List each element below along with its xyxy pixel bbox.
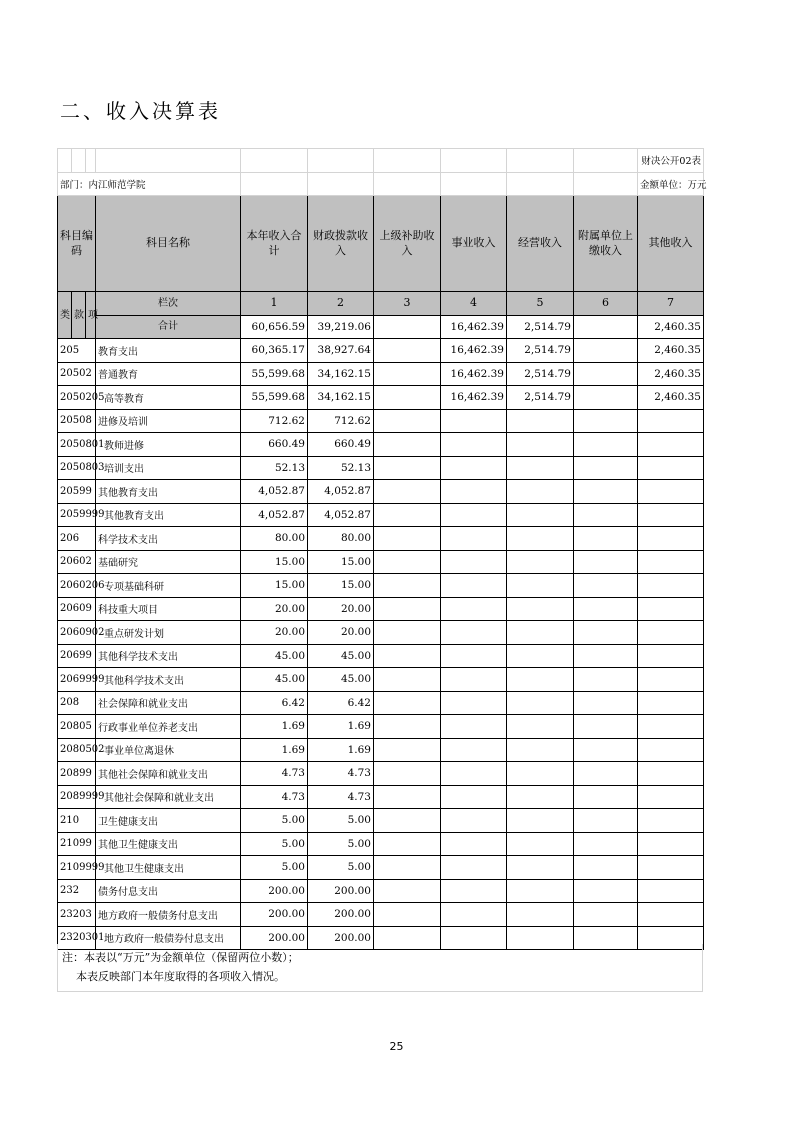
header-name: 科目名称	[96, 196, 241, 292]
row-code: 2060902	[58, 621, 96, 645]
row-code: 2069999	[58, 668, 96, 692]
row-value: 45.00	[308, 644, 374, 668]
col-number-5: 5	[507, 292, 574, 316]
row-value	[574, 762, 638, 786]
row-code: 2050801	[58, 433, 96, 457]
row-value	[574, 691, 638, 715]
row-name: 地方政府一般债务付息支出	[96, 903, 241, 927]
row-value	[374, 856, 441, 880]
row-value	[507, 856, 574, 880]
table-row	[58, 433, 704, 457]
total-cell: 39,219.06	[308, 315, 374, 339]
row-value	[574, 738, 638, 762]
row-value	[638, 762, 704, 786]
row-value	[374, 903, 441, 927]
row-value	[441, 785, 507, 809]
table-row	[58, 409, 704, 433]
sub-lanci: 栏次	[96, 292, 241, 316]
row-value	[374, 409, 441, 433]
row-value: 34,162.15	[308, 362, 374, 386]
row-value: 2,460.35	[638, 362, 704, 386]
row-value	[574, 339, 638, 363]
col-number-4: 4	[441, 292, 507, 316]
row-value: 4,052.87	[241, 480, 308, 504]
table-row	[58, 527, 704, 551]
row-value: 6.42	[241, 691, 308, 715]
table-row	[58, 550, 704, 574]
row-value	[507, 691, 574, 715]
row-value: 6.42	[308, 691, 374, 715]
row-value	[574, 903, 638, 927]
row-value	[441, 503, 507, 527]
row-code: 20602	[58, 550, 96, 574]
row-value	[441, 879, 507, 903]
header-col-5: 经营收入	[507, 196, 574, 292]
row-code: 20609	[58, 597, 96, 621]
row-value	[507, 785, 574, 809]
row-value	[507, 832, 574, 856]
row-value: 15.00	[308, 574, 374, 598]
header-col-3: 上级补助收入	[374, 196, 441, 292]
row-value	[574, 503, 638, 527]
row-code: 206	[58, 527, 96, 551]
table-row	[58, 879, 704, 903]
row-value: 45.00	[241, 668, 308, 692]
row-value	[638, 409, 704, 433]
row-value	[507, 879, 574, 903]
row-name: 卫生健康支出	[96, 809, 241, 833]
income-final-accounts-table	[57, 148, 707, 950]
header-code: 科目编码	[58, 196, 96, 292]
row-value: 80.00	[308, 527, 374, 551]
row-value	[374, 386, 441, 410]
col-number-7: 7	[638, 292, 704, 316]
row-value	[374, 715, 441, 739]
table-row	[58, 597, 704, 621]
col-number-6: 6	[574, 292, 638, 316]
row-name: 其他教育支出	[96, 503, 241, 527]
table-row	[58, 785, 704, 809]
row-value	[507, 456, 574, 480]
row-value	[638, 574, 704, 598]
row-name: 债务付息支出	[96, 879, 241, 903]
total-cell: 16,462.39	[441, 315, 507, 339]
table-row	[58, 809, 704, 833]
row-value	[441, 574, 507, 598]
row-value	[574, 527, 638, 551]
row-value	[574, 856, 638, 880]
row-value	[374, 762, 441, 786]
row-name: 事业单位离退休	[96, 738, 241, 762]
department-label: 部门：内江师范学院	[58, 172, 241, 196]
row-value	[638, 738, 704, 762]
row-value	[374, 574, 441, 598]
row-value: 660.49	[241, 433, 308, 457]
row-value	[574, 832, 638, 856]
row-value: 660.49	[308, 433, 374, 457]
row-value	[574, 668, 638, 692]
row-name: 地方政府一般债券付息支出	[96, 926, 241, 950]
row-value	[638, 809, 704, 833]
row-value	[374, 644, 441, 668]
row-code: 20699	[58, 644, 96, 668]
total-cell: 2,460.35	[638, 315, 704, 339]
table-row	[58, 691, 704, 715]
row-value: 5.00	[308, 809, 374, 833]
row-code: 20508	[58, 409, 96, 433]
row-value	[507, 903, 574, 927]
row-value	[441, 409, 507, 433]
row-value	[441, 621, 507, 645]
row-name: 行政事业单位养老支出	[96, 715, 241, 739]
row-value	[374, 809, 441, 833]
row-value	[574, 456, 638, 480]
row-name: 教育支出	[96, 339, 241, 363]
row-name: 基础研究	[96, 550, 241, 574]
row-value: 200.00	[241, 879, 308, 903]
unit-label: 金额单位：万元	[638, 172, 704, 196]
row-value: 38,927.64	[308, 339, 374, 363]
row-value	[374, 832, 441, 856]
row-value: 200.00	[308, 926, 374, 950]
table-row	[58, 339, 704, 363]
row-value	[441, 691, 507, 715]
row-value	[441, 738, 507, 762]
row-value: 4.73	[308, 762, 374, 786]
row-value: 4.73	[241, 785, 308, 809]
row-value	[574, 574, 638, 598]
row-value	[441, 903, 507, 927]
row-value: 15.00	[241, 550, 308, 574]
row-code: 2060206	[58, 574, 96, 598]
row-code: 20502	[58, 362, 96, 386]
row-value: 2,514.79	[507, 339, 574, 363]
table-notes	[57, 944, 703, 992]
row-value: 712.62	[241, 409, 308, 433]
row-value	[441, 644, 507, 668]
row-value	[441, 480, 507, 504]
row-name: 高等教育	[96, 386, 241, 410]
table-row	[58, 832, 704, 856]
row-value	[374, 456, 441, 480]
income-table-sheet	[57, 148, 707, 950]
row-value	[441, 433, 507, 457]
table-row	[58, 503, 704, 527]
row-value	[638, 856, 704, 880]
row-value: 712.62	[308, 409, 374, 433]
row-value	[638, 456, 704, 480]
row-code: 2080502	[58, 738, 96, 762]
table-row	[58, 644, 704, 668]
row-value: 16,462.39	[441, 339, 507, 363]
row-code: 232	[58, 879, 96, 903]
row-value	[574, 550, 638, 574]
table-row	[58, 903, 704, 927]
row-code: 2320301	[58, 926, 96, 950]
row-value	[374, 668, 441, 692]
row-value	[374, 503, 441, 527]
row-value	[507, 668, 574, 692]
row-value: 4,052.87	[308, 503, 374, 527]
row-code: 20599	[58, 480, 96, 504]
table-row	[58, 480, 704, 504]
row-value	[374, 597, 441, 621]
table-row	[58, 621, 704, 645]
row-code: 208	[58, 691, 96, 715]
row-value: 4,052.87	[241, 503, 308, 527]
row-value	[507, 480, 574, 504]
row-value	[574, 362, 638, 386]
row-value	[638, 879, 704, 903]
row-value: 4.73	[308, 785, 374, 809]
row-value	[374, 480, 441, 504]
row-value: 1.69	[241, 738, 308, 762]
row-code: 205	[58, 339, 96, 363]
row-value	[507, 738, 574, 762]
row-value	[574, 785, 638, 809]
row-value	[574, 621, 638, 645]
row-code: 2089999	[58, 785, 96, 809]
total-cell: 60,656.59	[241, 315, 308, 339]
row-value: 200.00	[241, 926, 308, 950]
header-col-2: 财政拨款收入	[308, 196, 374, 292]
row-value	[374, 362, 441, 386]
row-value	[374, 550, 441, 574]
row-value	[638, 668, 704, 692]
row-value	[374, 433, 441, 457]
row-value: 45.00	[241, 644, 308, 668]
row-name: 进修及培训	[96, 409, 241, 433]
row-value	[574, 809, 638, 833]
col-number-1: 1	[241, 292, 308, 316]
row-value	[507, 503, 574, 527]
row-value	[507, 597, 574, 621]
total-cell	[374, 315, 441, 339]
row-value	[507, 409, 574, 433]
row-code: 21099	[58, 832, 96, 856]
table-row	[58, 456, 704, 480]
row-name: 其他教育支出	[96, 480, 241, 504]
row-name: 科学技术支出	[96, 527, 241, 551]
row-value: 16,462.39	[441, 386, 507, 410]
row-value: 80.00	[241, 527, 308, 551]
row-value	[374, 785, 441, 809]
row-value	[374, 621, 441, 645]
row-name: 普通教育	[96, 362, 241, 386]
row-value: 20.00	[308, 621, 374, 645]
row-value	[638, 550, 704, 574]
row-value	[441, 527, 507, 551]
row-name: 其他社会保障和就业支出	[96, 785, 241, 809]
row-value: 1.69	[308, 715, 374, 739]
row-name: 其他社会保障和就业支出	[96, 762, 241, 786]
col-number-3: 3	[374, 292, 441, 316]
row-value: 2,514.79	[507, 386, 574, 410]
row-value: 200.00	[308, 879, 374, 903]
row-value	[574, 386, 638, 410]
row-name: 其他科学技术支出	[96, 644, 241, 668]
table-row	[58, 574, 704, 598]
row-value	[638, 644, 704, 668]
row-name: 培训支出	[96, 456, 241, 480]
row-value: 52.13	[308, 456, 374, 480]
row-value: 15.00	[308, 550, 374, 574]
row-value	[507, 762, 574, 786]
row-name: 教师进修	[96, 433, 241, 457]
sub-kuan: 款	[72, 292, 86, 339]
row-code: 20805	[58, 715, 96, 739]
row-code: 2050803	[58, 456, 96, 480]
row-value	[638, 433, 704, 457]
row-name: 社会保障和就业支出	[96, 691, 241, 715]
row-value	[574, 715, 638, 739]
table-row	[58, 762, 704, 786]
row-code: 20899	[58, 762, 96, 786]
row-value	[441, 832, 507, 856]
row-value	[507, 715, 574, 739]
row-value	[374, 691, 441, 715]
row-value	[638, 832, 704, 856]
sub-lei: 类	[58, 292, 72, 339]
row-value	[638, 480, 704, 504]
table-row	[58, 386, 704, 410]
row-value: 1.69	[241, 715, 308, 739]
row-value: 200.00	[241, 903, 308, 927]
row-value: 5.00	[308, 832, 374, 856]
row-value: 20.00	[241, 621, 308, 645]
row-value	[638, 903, 704, 927]
header-col-1: 本年收入合计	[241, 196, 308, 292]
row-code: 23203	[58, 903, 96, 927]
row-value	[638, 785, 704, 809]
col-number-2: 2	[308, 292, 374, 316]
row-name: 其他卫生健康支出	[96, 832, 241, 856]
row-value: 5.00	[241, 856, 308, 880]
row-value	[441, 762, 507, 786]
table-row	[58, 738, 704, 762]
row-name: 科技重大项目	[96, 597, 241, 621]
row-value: 45.00	[308, 668, 374, 692]
page-heading: 二、收入决算表	[60, 99, 221, 123]
row-value: 200.00	[308, 903, 374, 927]
row-value	[441, 856, 507, 880]
total-cell	[574, 315, 638, 339]
row-value: 20.00	[241, 597, 308, 621]
row-value: 1.69	[308, 738, 374, 762]
row-value: 20.00	[308, 597, 374, 621]
row-code: 2109999	[58, 856, 96, 880]
row-value: 4,052.87	[308, 480, 374, 504]
header-col-6: 附属单位上缴收入	[574, 196, 638, 292]
row-value	[507, 574, 574, 598]
sub-heji: 合计	[96, 315, 241, 339]
row-value: 16,462.39	[441, 362, 507, 386]
row-code: 2059999	[58, 503, 96, 527]
row-value	[638, 621, 704, 645]
row-value: 5.00	[308, 856, 374, 880]
row-value	[638, 527, 704, 551]
row-value	[507, 621, 574, 645]
row-value: 55,599.68	[241, 362, 308, 386]
note-line-1: 注：本表以“万元”为金额单位（保留两位小数）；	[62, 951, 299, 964]
sub-xiang: 项	[86, 292, 96, 339]
row-value	[638, 503, 704, 527]
row-value	[507, 809, 574, 833]
row-value	[574, 480, 638, 504]
row-value: 2,514.79	[507, 362, 574, 386]
row-value	[374, 879, 441, 903]
row-value	[441, 668, 507, 692]
row-value	[574, 597, 638, 621]
table-row	[58, 715, 704, 739]
row-value	[507, 644, 574, 668]
row-value	[374, 738, 441, 762]
row-value: 34,162.15	[308, 386, 374, 410]
row-value	[507, 527, 574, 551]
page-number: 25	[389, 1040, 404, 1053]
table-row	[58, 856, 704, 880]
row-value	[441, 550, 507, 574]
table-row	[58, 668, 704, 692]
note-line-2: 本表反映部门本年度取得的各项收入情况。	[76, 970, 285, 983]
row-value	[574, 879, 638, 903]
row-value	[638, 715, 704, 739]
row-value	[638, 691, 704, 715]
row-value: 60,365.17	[241, 339, 308, 363]
row-value	[574, 644, 638, 668]
total-cell: 2,514.79	[507, 315, 574, 339]
table-id: 财决公开02表	[638, 149, 704, 173]
row-value	[507, 433, 574, 457]
row-value	[507, 550, 574, 574]
row-value	[441, 809, 507, 833]
header-col-7: 其他收入	[638, 196, 704, 292]
row-name: 重点研发计划	[96, 621, 241, 645]
row-value: 4.73	[241, 762, 308, 786]
row-value: 2,460.35	[638, 339, 704, 363]
table-row	[58, 362, 704, 386]
row-name: 其他科学技术支出	[96, 668, 241, 692]
row-code: 210	[58, 809, 96, 833]
row-value: 5.00	[241, 809, 308, 833]
row-value	[638, 597, 704, 621]
row-name: 其他卫生健康支出	[96, 856, 241, 880]
row-value	[574, 433, 638, 457]
row-value: 55,599.68	[241, 386, 308, 410]
row-value	[374, 339, 441, 363]
row-value: 15.00	[241, 574, 308, 598]
row-value: 5.00	[241, 832, 308, 856]
row-name: 专项基础科研	[96, 574, 241, 598]
row-value	[574, 409, 638, 433]
row-value: 2,460.35	[638, 386, 704, 410]
row-value	[441, 456, 507, 480]
row-code: 2050205	[58, 386, 96, 410]
header-col-4: 事业收入	[441, 196, 507, 292]
row-value	[441, 597, 507, 621]
row-value	[441, 715, 507, 739]
row-value: 52.13	[241, 456, 308, 480]
row-value	[374, 527, 441, 551]
